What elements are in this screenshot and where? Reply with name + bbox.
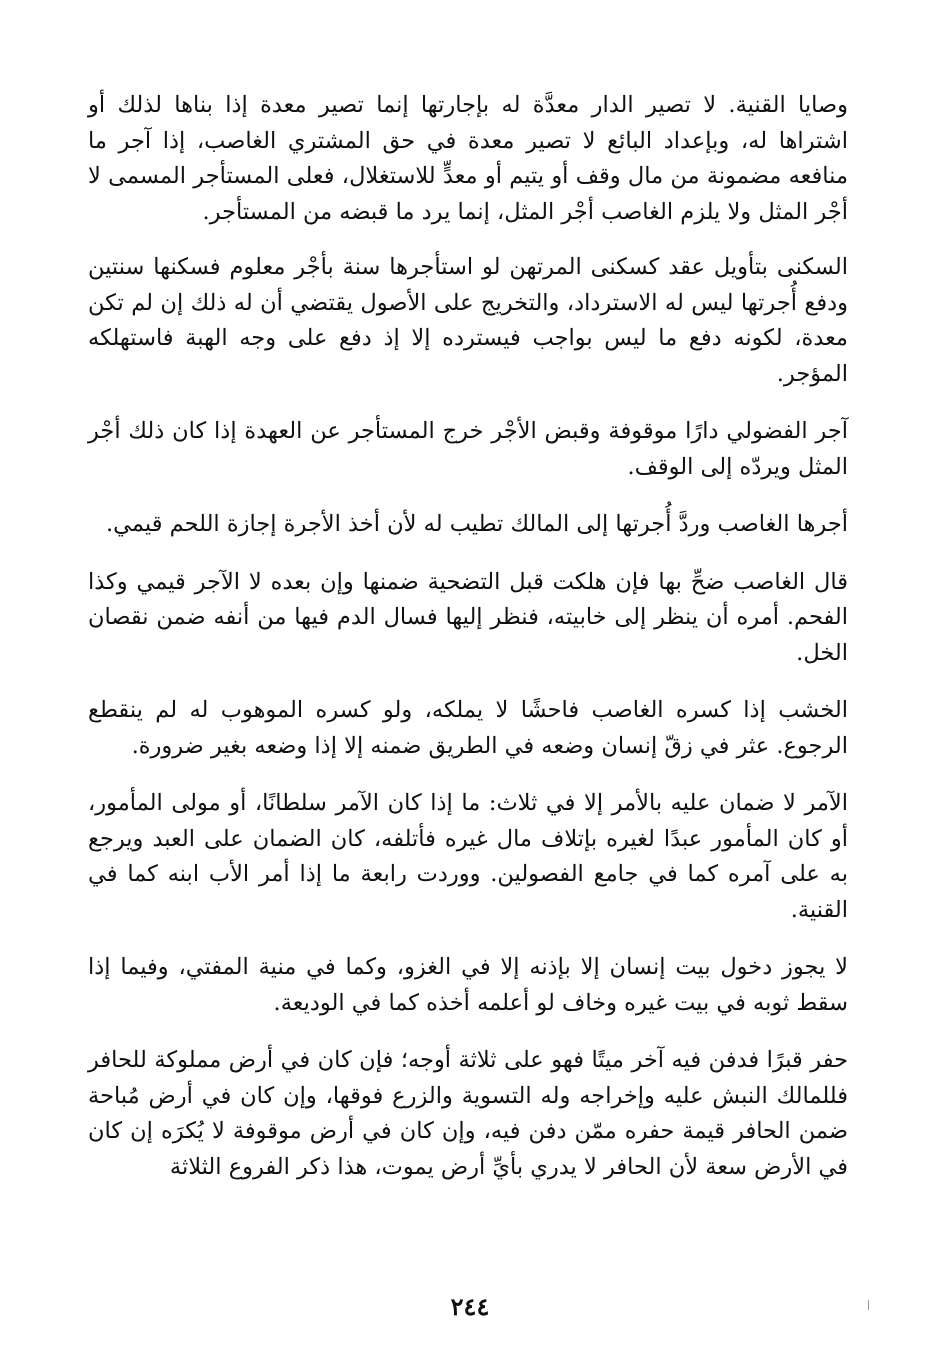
paragraph: أجرها الغاصب وردَّ أُجرتها إلى المالك تطيب له لأن أخذ الأجرة إجازة اللحم قيمي. [106,511,848,537]
paragraph: الخشب إذا كسره الغاصب فاحشًا لا يملكه، ولو كسره الموهوب له لم ينقطع الرجوع. عثر في زقّ إنسان وضعه في الطريق ضمنه إلا إذا وضعه بغير ضرورة. [88,697,848,759]
paragraph: قال الغاصب ضحِّ بها فإن هلكت قبل التضحية ضمنها وإن بعده لا الآجر قيمي وكذا الفحم. أمره أن ينظر إلى خابيته، فنظر إليها فسال الدم فيها من أنفه ضمن نقصان الخل. [88,568,848,666]
page-body [88,88,848,1207]
paragraph: الآمر لا ضمان عليه بالأمر إلا في ثلاث: ما إذا كان الآمر سلطانًا، أو مولى المأمور، أو كان المأمور عبدًا لغيره بإتلاف مال غيره فأتلفه، كان الضمان على العبد ويرجع به على آمره كما في جامع الفصولين. ووردت رابعة ما إذا أمر الأب ابنه كما في القنية. [88,790,848,923]
scan-margin-mark [868,1300,869,1310]
paragraph: لا يجوز دخول بيت إنسان إلا بإذنه إلا في الغزو، وكما في منية المفتي، وفيما إذا سقط ثوبه في بيت غيره وخاف لو أعلمه أخذه كما في الوديعة. [88,954,848,1016]
paragraph: آجر الفضولي دارًا موقوفة وقبض الأجْر خرج المستأجر عن العهدة إذا كان ذلك أجْر المثل ويردّه إلى الوقف. [88,418,849,480]
paragraph: حفر قبرًا فدفن فيه آخر ميتًا فهو على ثلاثة أوجه؛ فإن كان في أرض مملوكة للحافر فللمالك النبش عليه وإخراجه وله التسوية والزرع فوقها، وإن كان في أرض مُباحة ضمن الحافر قيمة حفره ممّن دفن فيه، وإن كان في أرض موقوفة لا يُكرَه إن كان في الأرض سعة لأن الحافر لا يدري بأيِّ أرض يموت، هذا ذكر الفروع الثلاثة [88,1047,848,1180]
page-number: ٢٤٤ [450,1292,490,1321]
paragraph: وصايا القنية. لا تصير الدار معدَّة له بإجارتها إنما تصير معدة إذا بناها لذلك أو اشتراها له، وبإعداد البائع لا تصير معدة في حق المشتري الغاصب، إذا آجر ما منافعه مضمونة من مال وقف أو يتيم أو معدٍّ للاستغلال، فعلى المستأجر المسمى لا أجْر المثل ولا يلزم الغاصب أجْر المثل، إنما يرد ما قبضه من المستأجر. [88,92,848,225]
paragraph: السكنى بتأويل عقد كسكنى المرتهن لو استأجرها سنة بأجْر معلوم فسكنها سنتين ودفع أُجرتها ليس له الاسترداد، والتخريج على الأصول يقتضي أن له ذلك إن لم تكن معدة، لكونه دفع ما ليس بواجب فيسترده إلا إذ دفع على وجه الهبة فاستهلكه المؤجر. [88,254,848,387]
